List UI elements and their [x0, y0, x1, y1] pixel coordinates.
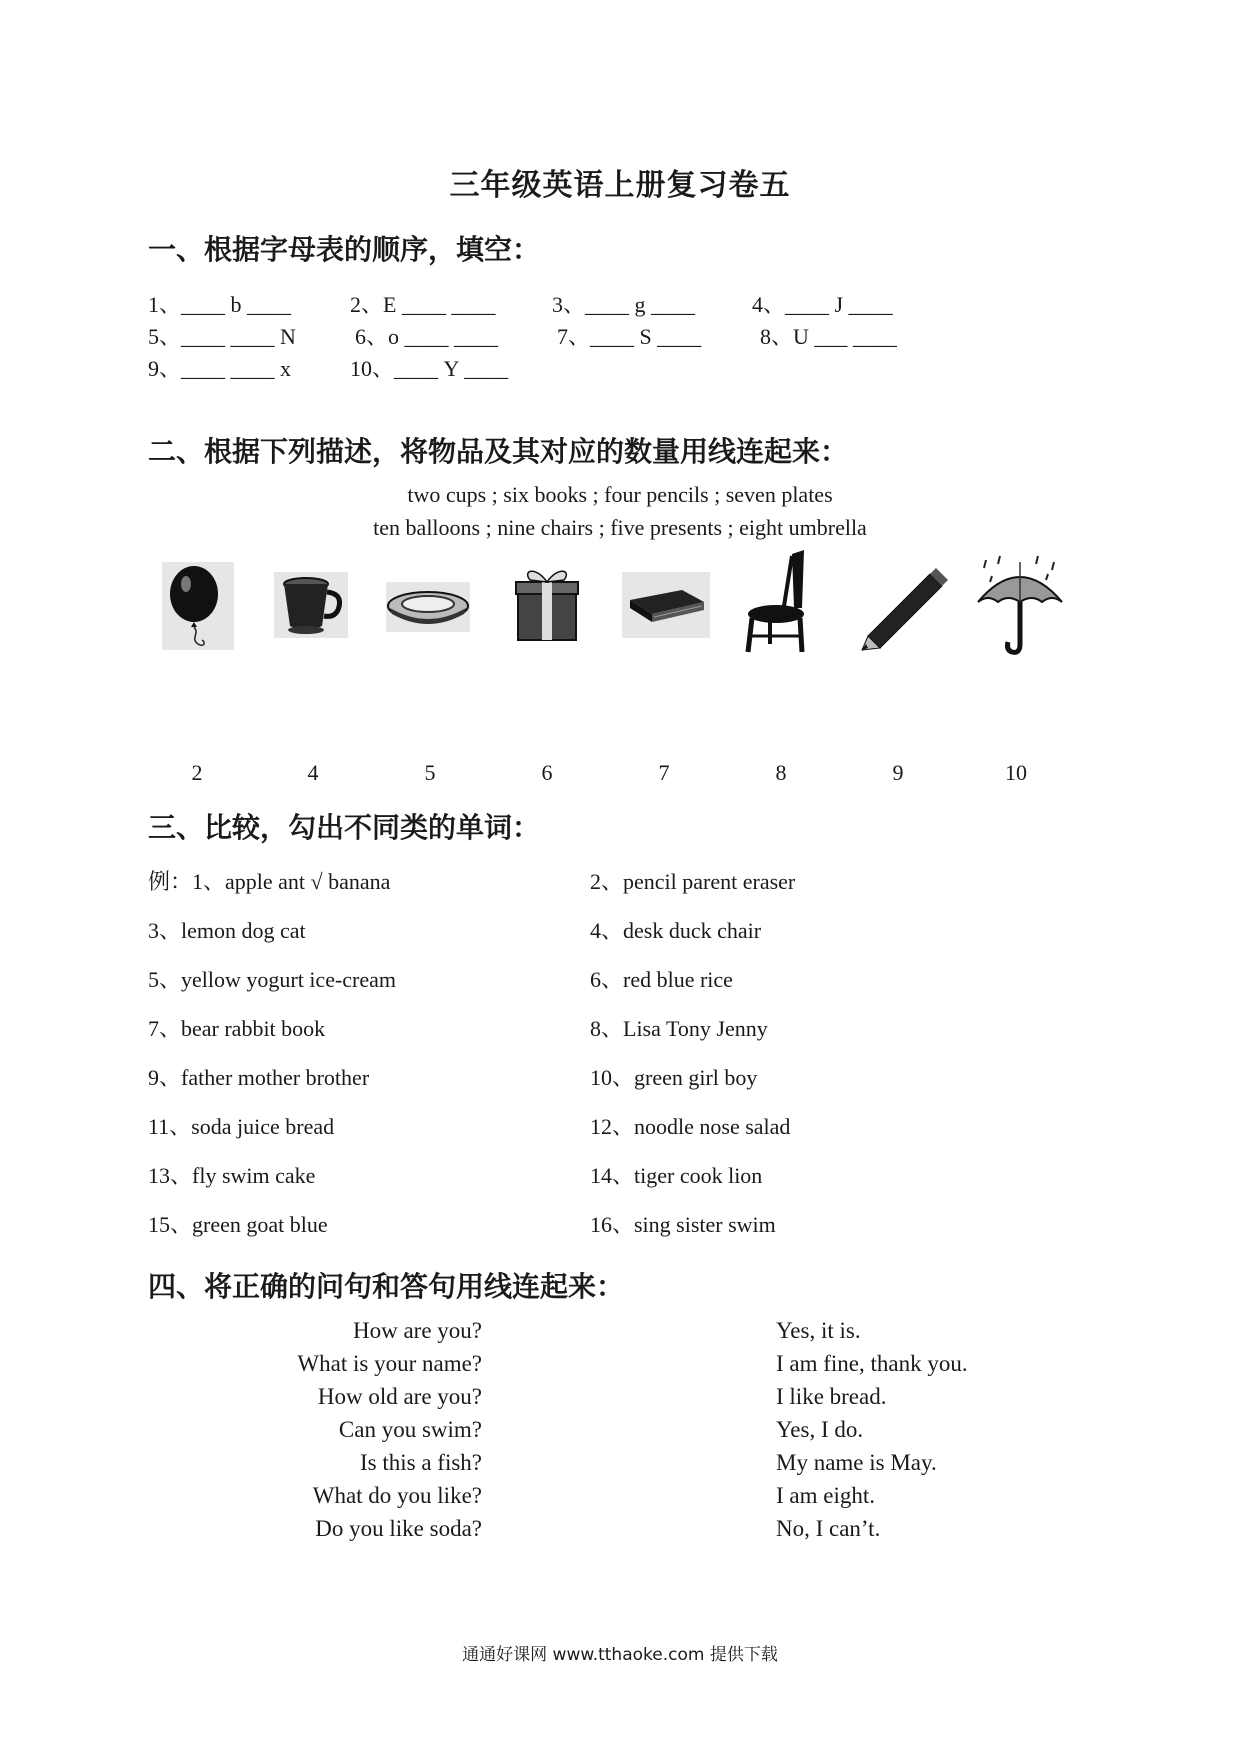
alphabet-item: 8、U ___ ____ [760, 324, 897, 349]
word-group: 10、green girl boy [590, 1065, 758, 1090]
alphabet-item: 4、____ J ____ [752, 292, 893, 317]
word-group: 16、sing sister swim [590, 1212, 776, 1237]
pencil-icon [858, 560, 936, 652]
alphabet-item: 7、____ S ____ [557, 324, 702, 349]
word-group: 6、red blue rice [590, 967, 733, 992]
alphabet-item: 3、____ g ____ [552, 292, 696, 317]
question-line: How are you? [352, 1318, 482, 1343]
section1-heading: 一、根据字母表的顺序，填空： [148, 235, 541, 266]
word-group: 2、pencil parent eraser [590, 869, 796, 894]
answer-line: Yes, it is. [776, 1318, 861, 1343]
book-icon [620, 560, 698, 652]
answer-line: I like bread. [776, 1384, 887, 1409]
question-line: Is this a fish? [359, 1450, 482, 1475]
match-number: 8 [775, 760, 787, 785]
question-line: How old are you? [317, 1384, 482, 1409]
alphabet-item: 10、____ Y ____ [350, 356, 509, 381]
section2-heading: 二、根据下列描述，将物品及其对应的数量用线连起来： [148, 437, 849, 468]
alphabet-item: 5、____ ____ N [148, 324, 296, 349]
word-group: 12、noodle nose salad [590, 1114, 791, 1139]
description-line-1: two cups ; six books ; four pencils ; seven plates [407, 482, 833, 507]
word-group: 7、bear rabbit book [148, 1016, 326, 1041]
question-line: Do you like soda? [315, 1516, 482, 1541]
chair-icon [740, 548, 818, 658]
match-number: 5 [424, 760, 436, 785]
word-group: 15、green goat blue [148, 1212, 328, 1237]
alphabet-item: 6、o ____ ____ [355, 324, 499, 349]
question-line: What is your name? [297, 1351, 482, 1376]
balloon-icon [160, 560, 238, 652]
description-line-2: ten balloons ; nine chairs ; five presents ; eight umbrella [373, 515, 867, 540]
match-number: 2 [191, 760, 203, 785]
footer-credit: 通通好课网 www.tthaoke.com 提供下载 [462, 1645, 778, 1665]
word-group: 5、yellow yogurt ice-cream [148, 967, 397, 992]
alphabet-item: 1、____ b ____ [148, 292, 292, 317]
alphabet-item: 2、E ____ ____ [350, 292, 496, 317]
word-group: 13、fly swim cake [148, 1163, 316, 1188]
section3-heading: 三、比较，勾出不同类的单词： [148, 813, 541, 844]
match-number: 10 [1005, 760, 1027, 785]
match-number: 4 [307, 760, 319, 785]
word-group: 14、tiger cook lion [590, 1163, 763, 1188]
umbrella-icon [972, 552, 1050, 660]
plate-icon [382, 560, 460, 652]
cup-icon [272, 560, 350, 652]
match-number: 6 [541, 760, 553, 785]
word-group: 3、lemon dog cat [148, 918, 306, 943]
answer-line: I am fine, thank you. [776, 1351, 968, 1376]
present-icon [508, 560, 586, 652]
answer-line: Yes, I do. [776, 1417, 864, 1442]
page-title: 三年级英语上册复习卷五 [449, 169, 791, 202]
word-group: 8、Lisa Tony Jenny [590, 1016, 768, 1041]
answer-line: No, I can’t. [776, 1516, 881, 1541]
question-line: Can you swim? [338, 1417, 482, 1442]
answer-line: I am eight. [776, 1483, 875, 1508]
match-number: 9 [892, 760, 904, 785]
question-line: What do you like? [312, 1483, 482, 1508]
word-group: 4、desk duck chair [590, 918, 762, 943]
word-group: 9、father mother brother [148, 1065, 370, 1090]
alphabet-item: 9、____ ____ x [148, 356, 292, 381]
word-group: 11、soda juice bread [148, 1114, 335, 1139]
word-group: 例：1、apple ant √ banana [148, 869, 391, 894]
section4-heading: 四、将正确的问句和答句用线连起来： [148, 1272, 625, 1303]
match-number: 7 [658, 760, 670, 785]
answer-line: My name is May. [776, 1450, 937, 1475]
